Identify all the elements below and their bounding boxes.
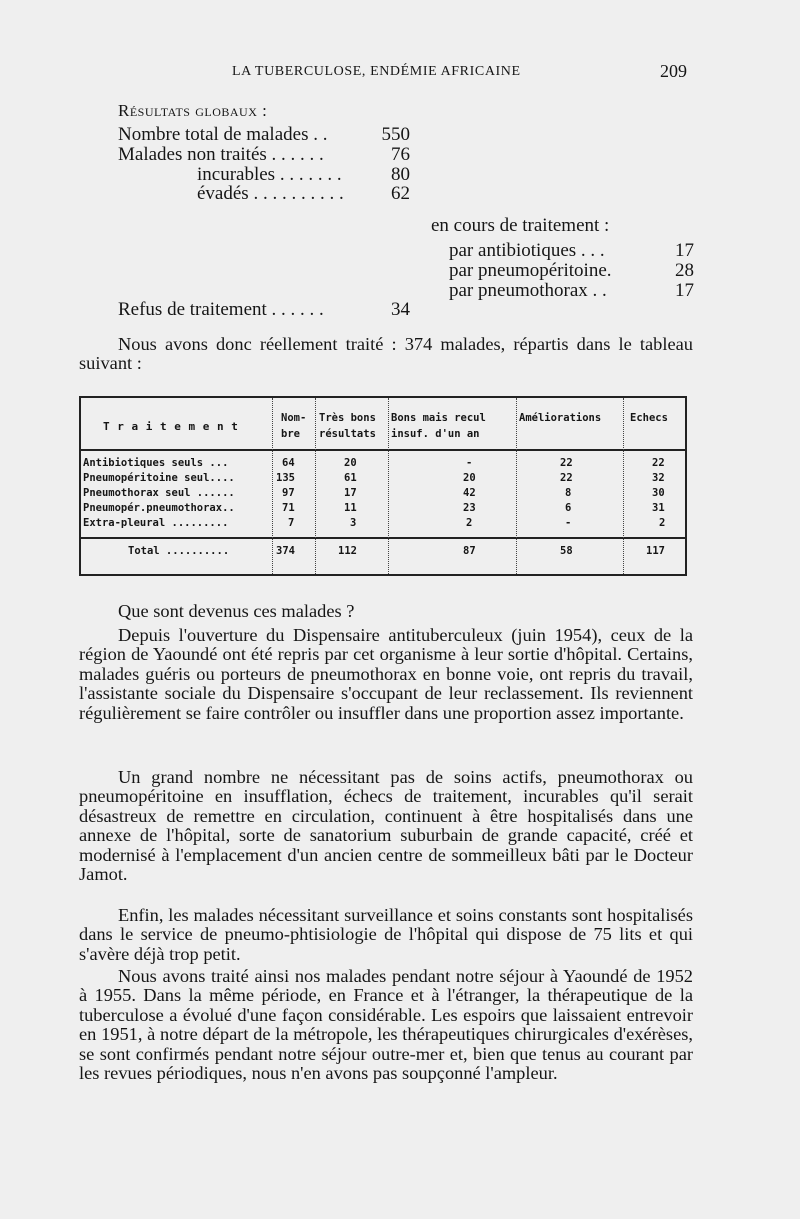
treatment-pneumothorax-value: 17 xyxy=(675,280,694,301)
results-title: Résultats globaux : xyxy=(118,101,268,120)
table-cell-improved: 22 xyxy=(560,472,573,484)
page-number: 209 xyxy=(660,61,687,81)
result-value-untreated: 76 xyxy=(391,144,410,165)
header-very-good-2: résultats xyxy=(319,428,376,440)
total-label: Total .......... xyxy=(128,545,230,557)
table-cell-count: 97 xyxy=(282,487,295,499)
question-paragraph: Que sont devenus ces malades ? xyxy=(118,601,355,621)
running-header: LA TUBERCULOSE, ENDÉMIE AFRICAINE xyxy=(232,64,521,79)
table-cell-very-good: 61 xyxy=(344,472,357,484)
result-label-untreated: Malades non traités . . . . . . xyxy=(118,144,324,165)
table-cell-count: 71 xyxy=(282,502,295,514)
total-good: 87 xyxy=(463,545,476,557)
result-value-total: 550 xyxy=(381,124,410,145)
refusal-label: Refus de traitement . . . . . . xyxy=(118,299,324,320)
table-cell-failures: 30 xyxy=(652,487,665,499)
table-cell-improved: - xyxy=(565,517,572,529)
table-col-divider xyxy=(388,398,389,574)
treatment-pneumoperitoneum-label: par pneumopéritoine. xyxy=(449,260,612,281)
table-total-rule xyxy=(79,537,687,539)
table-header-rule xyxy=(79,449,687,451)
table-cell-improved: 6 xyxy=(565,502,572,514)
header-good-1: Bons mais recul xyxy=(391,412,486,424)
header-improved: Améliorations xyxy=(519,412,602,424)
table-cell-good: - xyxy=(466,457,473,469)
table-cell-treatment: Pneumothorax seul ...... xyxy=(83,487,235,499)
header-very-good-1: Très bons xyxy=(319,412,376,424)
body-paragraph: Enfin, les malades nécessitant surveillance et soins constants sont hospitalisés dans le service de pneumo-phtisiologie de l'hôpital qui dispose de 75 lits et qui s'avère déjà trop petit. xyxy=(79,905,693,964)
table-cell-very-good: 17 xyxy=(344,487,357,499)
table-cell-failures: 22 xyxy=(652,457,665,469)
body-paragraph: Nous avons traité ainsi nos malades pendant notre séjour à Yaoundé de 1952 à 1955. Dans la même période, en France et à l'étranger, la thérapeutique de la tuberculose a évolué d'une façon considérable. Les espoirs que laissaient entrevoir en 1951, à notre départ de la métropole, les thérapeutiques chirurgicales d'exérèses, se sont confirmés pendant notre séjour outre-mer et, bien que tenus au courant par les revues périodiques, nous n'en avons pas soupçonné l'ampleur. xyxy=(79,966,693,1084)
header-count-1: Nom- xyxy=(281,412,307,424)
treatment-antibiotics-value: 17 xyxy=(675,240,694,261)
table-col-divider xyxy=(623,398,624,574)
table-cell-good: 42 xyxy=(463,487,476,499)
total-improved: 58 xyxy=(560,545,573,557)
body-paragraph: Depuis l'ouverture du Dispensaire antituberculeux (juin 1954), ceux de la région de Yaoundé ont été repris par cet organisme à leur sortie d'hôpital. Certains, malades guéris ou porteurs de pneumothorax en bonne voie, ont repris du travail, l'assistante sociale du Dispensaire s'occupant de leur reclassement. Ils reviennent régulièrement se faire contrôler ou insuffler dans une proportion assez importante. xyxy=(79,625,693,723)
result-label-incurable: incurables . . . . . . . xyxy=(197,164,342,185)
table-col-divider xyxy=(272,398,273,574)
table-cell-treatment: Antibiotiques seuls ... xyxy=(83,457,229,469)
table-cell-very-good: 3 xyxy=(350,517,357,529)
refusal-value: 34 xyxy=(391,299,410,320)
header-count-2: bre xyxy=(281,428,300,440)
total-failures: 117 xyxy=(646,545,665,557)
treatment-antibiotics-label: par antibiotiques . . . xyxy=(449,240,605,261)
result-value-escaped: 62 xyxy=(391,183,410,204)
table-cell-count: 7 xyxy=(288,517,295,529)
table-cell-count: 135 xyxy=(276,472,295,484)
table-cell-improved: 22 xyxy=(560,457,573,469)
total-very-good: 112 xyxy=(338,545,357,557)
result-value-incurable: 80 xyxy=(391,164,410,185)
in-treatment-label: en cours de traitement : xyxy=(431,215,610,236)
table-cell-good: 2 xyxy=(466,517,473,529)
table-cell-treatment: Pneumopér.pneumothorax.. xyxy=(83,502,235,514)
table-cell-good: 23 xyxy=(463,502,476,514)
intro-paragraph: Nous avons donc réellement traité : 374 malades, répartis dans le tableau suivant : xyxy=(79,334,693,374)
result-label-escaped: évadés . . . . . . . . . . xyxy=(197,183,344,204)
table-cell-improved: 8 xyxy=(565,487,572,499)
result-label-total: Nombre total de malades . . xyxy=(118,124,328,145)
total-count: 374 xyxy=(276,545,295,557)
table-cell-failures: 31 xyxy=(652,502,665,514)
header-treatment: T r a i t e m e n t xyxy=(103,420,239,433)
treatment-pneumoperitoneum-value: 28 xyxy=(675,260,694,281)
table-col-divider xyxy=(516,398,517,574)
header-failures: Echecs xyxy=(630,412,668,424)
table-cell-good: 20 xyxy=(463,472,476,484)
header-good-2: insuf. d'un an xyxy=(391,428,480,440)
table-cell-count: 64 xyxy=(282,457,295,469)
table-cell-treatment: Extra-pleural ......... xyxy=(83,517,229,529)
body-paragraph: Un grand nombre ne nécessitant pas de soins actifs, pneumothorax ou pneumopéritoine en insufflation, échecs de traitement, incurables qu'il serait désastreux de remettre en circulation, continuent à être hospitalisés dans une annexe de l'hôpital, sorte de sanatorium suburbain de grande capacité, créé et modernisé à l'emplacement d'un ancien centre de sommeilleux bâti par le Docteur Jamot. xyxy=(79,767,693,885)
table-cell-failures: 2 xyxy=(659,517,666,529)
table-col-divider xyxy=(315,398,316,574)
table-cell-very-good: 20 xyxy=(344,457,357,469)
table-cell-treatment: Pneumopéritoine seul.... xyxy=(83,472,235,484)
table-cell-failures: 32 xyxy=(652,472,665,484)
table-cell-very-good: 11 xyxy=(344,502,357,514)
treatment-pneumothorax-label: par pneumothorax . . xyxy=(449,280,607,301)
